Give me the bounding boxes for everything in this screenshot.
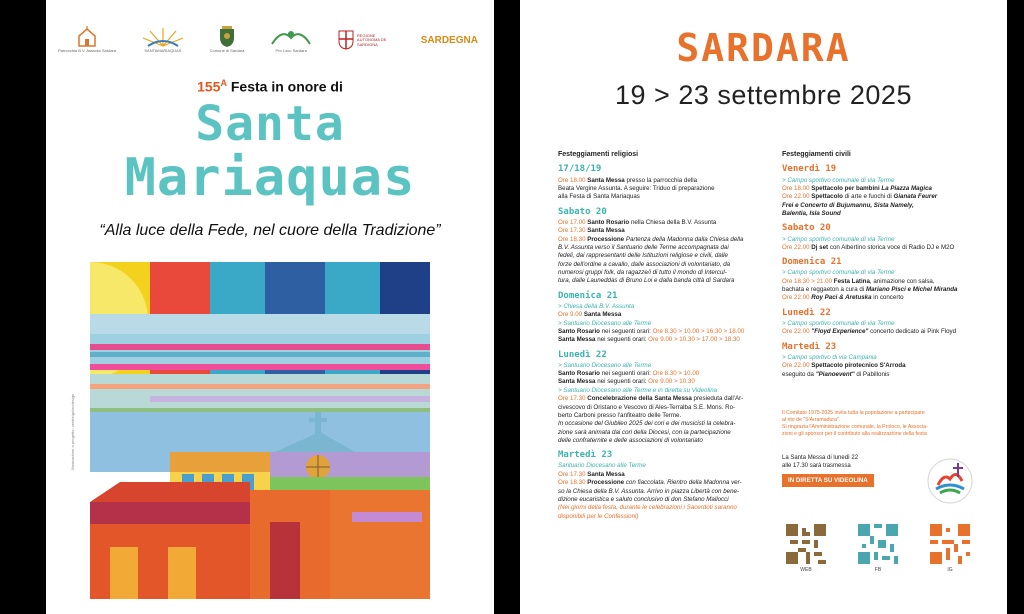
- venue-line: > Campo sportivo comunale di via Terme: [782, 235, 895, 243]
- event-line: Ore 22.00 Spettacolo pirotecnico S'Arroda: [782, 362, 906, 370]
- day-heading: Lunedì 22: [782, 307, 831, 318]
- venue-line: > Campo sportivo comunale di via Terme: [782, 176, 895, 184]
- poster-artwork: [90, 262, 430, 599]
- event-line: In occasione del Giubileo 2025 dei cori e dei musicisti la celebra-: [558, 420, 736, 428]
- town-title: SARDARA: [676, 26, 851, 70]
- event-line: Santa Messa nei seguenti orari: Ore 9.00 > 10.30: [558, 378, 695, 386]
- broadcast-note: La Santa Messa di lunedì 22 alle 17.30 sarà trasmessa: [782, 455, 859, 470]
- event-line: Ore 18.30 Processione Partenza della Madonna dalla Chiesa della: [558, 235, 744, 243]
- event-line: fedeli, dai rappresentanti delle Istituzioni religiose e civili, dalle: [558, 252, 728, 260]
- civil-heading: Festeggiamenti civili: [782, 151, 851, 158]
- event-line: alla Festa di Santa Mariaquas: [558, 193, 640, 201]
- pro-loco-logo-icon: [268, 26, 314, 48]
- poster-title-line-1: Santa: [195, 96, 345, 152]
- event-line: Ore 22.00 "Floyd Experience" concerto dedicato ai Pink Floyd: [782, 328, 957, 336]
- poster-subtitle: “Alla luce della Fede, nel cuore della Tradizione”: [99, 222, 441, 239]
- event-line: Ore 18.30 > 21.00 Festa Latina, animazione con salsa,: [782, 277, 935, 285]
- event-line: zione sarà animata dai cori della Diocesi, con la partecipazione: [558, 428, 731, 436]
- event-line: Ore 9.00 Santa Messa: [558, 311, 622, 319]
- edition-line: [46, 78, 494, 95]
- confession-note: (Nei giorni della festa, durante le celebrazioni i Sacerdoti saranno: [558, 504, 737, 512]
- event-line: Santo Rosario nei seguenti orari: Ore 8.30 > 10.00 > 16.30 > 18.00: [558, 327, 745, 335]
- qr-label-facebook: FB: [874, 567, 882, 573]
- illustration-credit: Illustrazione a progetto: ventringolondesign: [70, 393, 75, 470]
- committee-note: Il Comitato 1975-2025 invita tutta la popolazione a partecipare al rito de "S'Arramadura". Si ringrazia l'Amministrazione comunale, la Proloco, le Associa- zioni e gli sponsor per il contributo alla realizzazione della festa: [782, 410, 928, 438]
- region-logo: [338, 30, 397, 50]
- edition-text: Festa in onore di: [230, 78, 343, 95]
- event-line: Ore 17.30 Santa Messa: [558, 470, 625, 478]
- day-heading: Martedì 23: [558, 450, 613, 461]
- day-heading: Venerdì 19: [782, 164, 837, 175]
- crest-logo-icon: [218, 26, 236, 48]
- event-line: numerosi gruppi folk, da ragazze/i di tutto il mondo di Intercul-: [558, 268, 727, 276]
- venue-line: > Campo sportivo di via Campania: [782, 353, 877, 361]
- day-heading: Sabato 20: [558, 206, 607, 217]
- program-page: [520, 0, 1007, 614]
- venue-line: Santuario Diocesano alle Terme: [558, 462, 646, 470]
- confession-note: disponibili per le Confessioni): [558, 512, 639, 520]
- event-line: Ore 17.30 Santa Messa: [558, 227, 625, 235]
- sardegna-logo: [421, 35, 478, 46]
- event-line: Ore 18.30 Processione con fiaccolata. Rientro della Madonna ver-: [558, 479, 742, 487]
- religious-heading: Festeggiamenti religiosi: [558, 151, 639, 158]
- logo-label: Parrocchia B.V. Assunta Sardara: [58, 48, 117, 54]
- pro-loco-logo: [268, 26, 314, 53]
- sunburst-logo-icon: [140, 26, 186, 48]
- comune-logo: [210, 26, 245, 53]
- qr-code-web[interactable]: [786, 524, 826, 564]
- event-line: Beata Vergine Assunta. A seguire: Triduo di preparazione: [558, 184, 715, 192]
- edition-number: 155: [197, 78, 221, 95]
- venue-line: > Chiesa della B.V. Assunta: [558, 302, 635, 310]
- logo-label: SANTAMARIAQUAS: [144, 48, 182, 54]
- event-line: dizione eucaristica e saluto conclusivo di don Stefano Mallocci: [558, 495, 729, 503]
- festival-dates: 19 > 23 settembre 2025: [615, 80, 912, 110]
- day-heading: Martedì 23: [782, 341, 837, 352]
- event-line: Ore 22.00 Roy Paci & Aretuska in concerto: [782, 294, 904, 302]
- venue-line: > Santuario Diocesano alle Terme e in diretta su Videolina: [558, 386, 718, 394]
- jubilee-logo-icon: [924, 455, 976, 507]
- venue-line: > Campo sportivo comunale di via Terme: [782, 319, 895, 327]
- day-heading: 17/18/19: [558, 164, 602, 175]
- sponsor-logos: [58, 22, 478, 58]
- parish-logo: [58, 26, 116, 53]
- poster-title-line-2: Mariaquas: [124, 148, 416, 208]
- region-crest-icon: [338, 30, 354, 50]
- event-line: forze dell'ordine a cavallo, dalle associazioni di volontariato, da: [558, 260, 731, 268]
- qr-label-web: WEB: [800, 567, 812, 573]
- event-line: Ore 17.00 Santo Rosario nella Chiesa della B.V. Assunta: [558, 218, 717, 226]
- day-heading: Sabato 20: [782, 223, 831, 234]
- event-line: Ore 22.00 Dj set con Albertino storica voce di Radio DJ e M2O: [782, 243, 955, 251]
- event-line: Ore 17.30 Concelebrazione della Santa Messa presieduta dall'Ar-: [558, 395, 744, 403]
- event-line: so la Chiesa della B.V. Assunta. Arrivo in piazza Libertà con bene-: [558, 487, 740, 495]
- event-line: delle confraternite e delle associazioni di volontariato: [558, 436, 703, 444]
- event-line: Balentia, Isla Sound: [782, 210, 841, 218]
- event-line: civescovo di Oristano e Vescovo di Ales-Terralba S.E. Mons. Ro-: [558, 403, 736, 411]
- event-line: bachata e reggaeton a cura di Mariano Pisci e Michel Miranda: [782, 286, 958, 294]
- qr-code-instagram[interactable]: [930, 524, 970, 564]
- venue-line: > Santuario Diocesano alle Terme: [558, 361, 652, 369]
- event-line: Ore 18.00 Santa Messa presso la parrocchia della: [558, 176, 698, 184]
- day-heading: Domenica 21: [782, 257, 842, 268]
- venue-line: > Santuario Diocesano alle Terme: [558, 319, 652, 327]
- church-logo-icon: [76, 26, 98, 48]
- event-line: Santa Messa nei seguenti orari: Ore 9.00 > 10.30 > 17.00 > 18.30: [558, 336, 740, 344]
- day-heading: Domenica 21: [558, 290, 618, 301]
- logo-label: REGIONE AUTONOMA DE SARDIGNA: [356, 32, 387, 47]
- qr-label-instagram: IG: [947, 567, 953, 573]
- civil-program: [782, 150, 982, 379]
- qr-code-facebook[interactable]: [858, 524, 898, 564]
- religious-program: [558, 150, 756, 521]
- event-line: Santo Rosario nei seguenti orari: Ore 8.30 > 10.00: [558, 370, 700, 378]
- venue-line: > Campo sportivo comunale di via Terme: [782, 269, 895, 277]
- day-heading: Lunedì 22: [558, 349, 607, 360]
- poster-page: [46, 0, 494, 614]
- sardegna-wordmark: SARDEGNA: [420, 34, 478, 46]
- logo-label: Comune di Sardara: [209, 48, 245, 54]
- event-line: eseguito da "Pianoevent" di Pabillonis: [782, 370, 890, 378]
- event-line: tura, dalle Launeddas di Bruno Loi e dalla banda città di Sardara: [558, 277, 735, 285]
- event-line: B.V. Assunta verso il Santuario delle Terme accompagnata dai: [558, 243, 729, 251]
- event-line: Frei e Concerto di Bujumannu, Sista Namely,: [782, 201, 914, 209]
- event-line: Ore 18.00 Spettacolo per bambini La Piazza Magica: [782, 184, 932, 192]
- event-line: Ore 22.00 Spettacolo di arte e fuochi di Gianata Feurer: [782, 193, 938, 201]
- logo-label: Pro Loco Sardara: [275, 48, 307, 54]
- santamariaquas-logo: [140, 26, 186, 53]
- event-line: berto Carboni presso l'anfiteatro delle Terme.: [558, 411, 682, 419]
- edition-superscript: A: [220, 78, 227, 88]
- live-on-videolina-badge[interactable]: IN DIRETTA SU VIDEOLINA: [782, 474, 874, 487]
